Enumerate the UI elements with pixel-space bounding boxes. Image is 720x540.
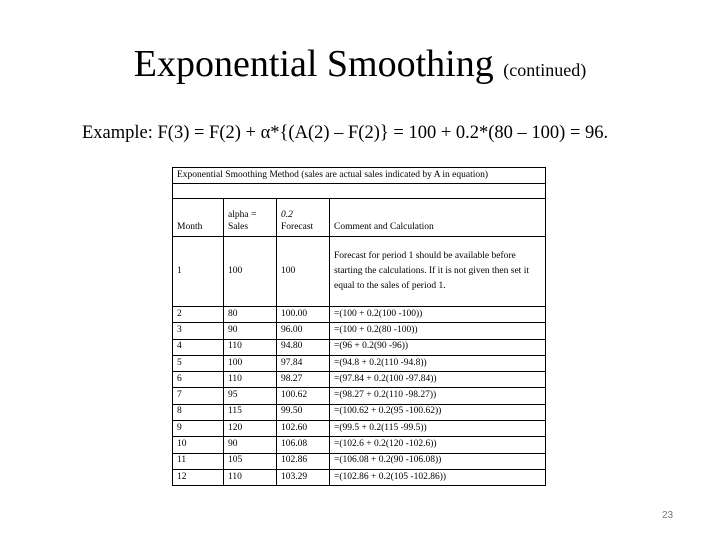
cell-sales: 100 xyxy=(224,237,277,307)
cell-sales: 120 xyxy=(224,421,277,437)
forecast-label: Forecast xyxy=(281,222,314,233)
cell-sales: 95 xyxy=(224,388,277,404)
spacer-row xyxy=(173,184,546,199)
cell-forecast: 106.08 xyxy=(277,437,330,453)
cell-comment: =(99.5 + 0.2(115 -99.5)) xyxy=(330,421,546,437)
col-sales xyxy=(224,199,277,237)
title-main: Exponential Smoothing xyxy=(133,43,494,85)
cell-sales: 90 xyxy=(224,437,277,453)
cell-month: 6 xyxy=(173,372,224,388)
cell-forecast: 100.00 xyxy=(277,307,330,323)
cell-forecast: 97.84 xyxy=(277,355,330,371)
col-forecast xyxy=(277,199,330,237)
cell-comment: =(98.27 + 0.2(110 -98.27)) xyxy=(330,388,546,404)
cell-month: 2 xyxy=(173,307,224,323)
example-equation: Example: F(3) = F(2) + α*{(A(2) – F(2)} = 100 + 0.2*(80 – 100) = 96. xyxy=(82,123,609,143)
cell-month: 4 xyxy=(173,339,224,355)
cell-sales: 90 xyxy=(224,323,277,339)
cell-forecast: 100 xyxy=(277,237,330,307)
table-row xyxy=(173,453,546,469)
table-row xyxy=(173,307,546,323)
cell-month: 7 xyxy=(173,388,224,404)
cell-forecast: 99.50 xyxy=(277,404,330,420)
cell-comment: =(100 + 0.2(80 -100)) xyxy=(330,323,546,339)
smoothing-table xyxy=(172,167,546,486)
table-row xyxy=(173,469,546,485)
cell-month: 3 xyxy=(173,323,224,339)
cell-sales: 100 xyxy=(224,355,277,371)
page-number: 23 xyxy=(662,510,674,521)
table-header-row xyxy=(173,168,546,184)
table-row xyxy=(173,421,546,437)
table-row xyxy=(173,237,546,307)
cell-forecast: 102.86 xyxy=(277,453,330,469)
table-row xyxy=(173,372,546,388)
cell-comment: =(102.6 + 0.2(120 -102.6)) xyxy=(330,437,546,453)
cell-forecast: 98.27 xyxy=(277,372,330,388)
cell-month: 8 xyxy=(173,404,224,420)
cell-comment: =(97.84 + 0.2(100 -97.84)) xyxy=(330,372,546,388)
cell-forecast: 103.29 xyxy=(277,469,330,485)
cell-sales: 80 xyxy=(224,307,277,323)
cell-comment: =(94.8 + 0.2(110 -94.8)) xyxy=(330,355,546,371)
cell-forecast: 94.80 xyxy=(277,339,330,355)
sales-label: Sales xyxy=(228,222,249,233)
slide-title xyxy=(0,42,720,88)
table-row xyxy=(173,437,546,453)
cell-month: 9 xyxy=(173,421,224,437)
cell-forecast: 100.62 xyxy=(277,388,330,404)
cell-forecast: 96.00 xyxy=(277,323,330,339)
cell-comment: =(102.86 + 0.2(105 -102.86)) xyxy=(330,469,546,485)
cell-sales: 105 xyxy=(224,453,277,469)
cell-comment: =(96 + 0.2(90 -96)) xyxy=(330,339,546,355)
alpha-value: 0.2 xyxy=(281,210,293,221)
cell-month: 5 xyxy=(173,355,224,371)
col-comment: Comment and Calculation xyxy=(330,199,546,237)
alpha-label: alpha = xyxy=(228,210,257,221)
cell-comment: =(106.08 + 0.2(90 -106.08)) xyxy=(330,453,546,469)
cell-forecast: 102.60 xyxy=(277,421,330,437)
cell-month: 11 xyxy=(173,453,224,469)
table-row xyxy=(173,388,546,404)
cell-comment: Forecast for period 1 should be available before starting the calculations. If it is not given then set it equal to the sales of period 1. xyxy=(330,237,546,307)
table-header: Exponential Smoothing Method (sales are actual sales indicated by A in equation) xyxy=(173,168,546,184)
cell-sales: 110 xyxy=(224,339,277,355)
cell-month: 1 xyxy=(173,237,224,307)
cell-month: 12 xyxy=(173,469,224,485)
cell-sales: 110 xyxy=(224,372,277,388)
cell-sales: 110 xyxy=(224,469,277,485)
cell-month: 10 xyxy=(173,437,224,453)
table-row xyxy=(173,323,546,339)
cell-comment: =(100 + 0.2(100 -100)) xyxy=(330,307,546,323)
cell-comment: =(100.62 + 0.2(95 -100.62)) xyxy=(330,404,546,420)
cell-sales: 115 xyxy=(224,404,277,420)
col-month: Month xyxy=(173,199,224,237)
title-suffix: (continued) xyxy=(503,60,587,80)
table-row xyxy=(173,355,546,371)
table-row xyxy=(173,404,546,420)
column-header-row xyxy=(173,199,546,237)
table-row xyxy=(173,339,546,355)
